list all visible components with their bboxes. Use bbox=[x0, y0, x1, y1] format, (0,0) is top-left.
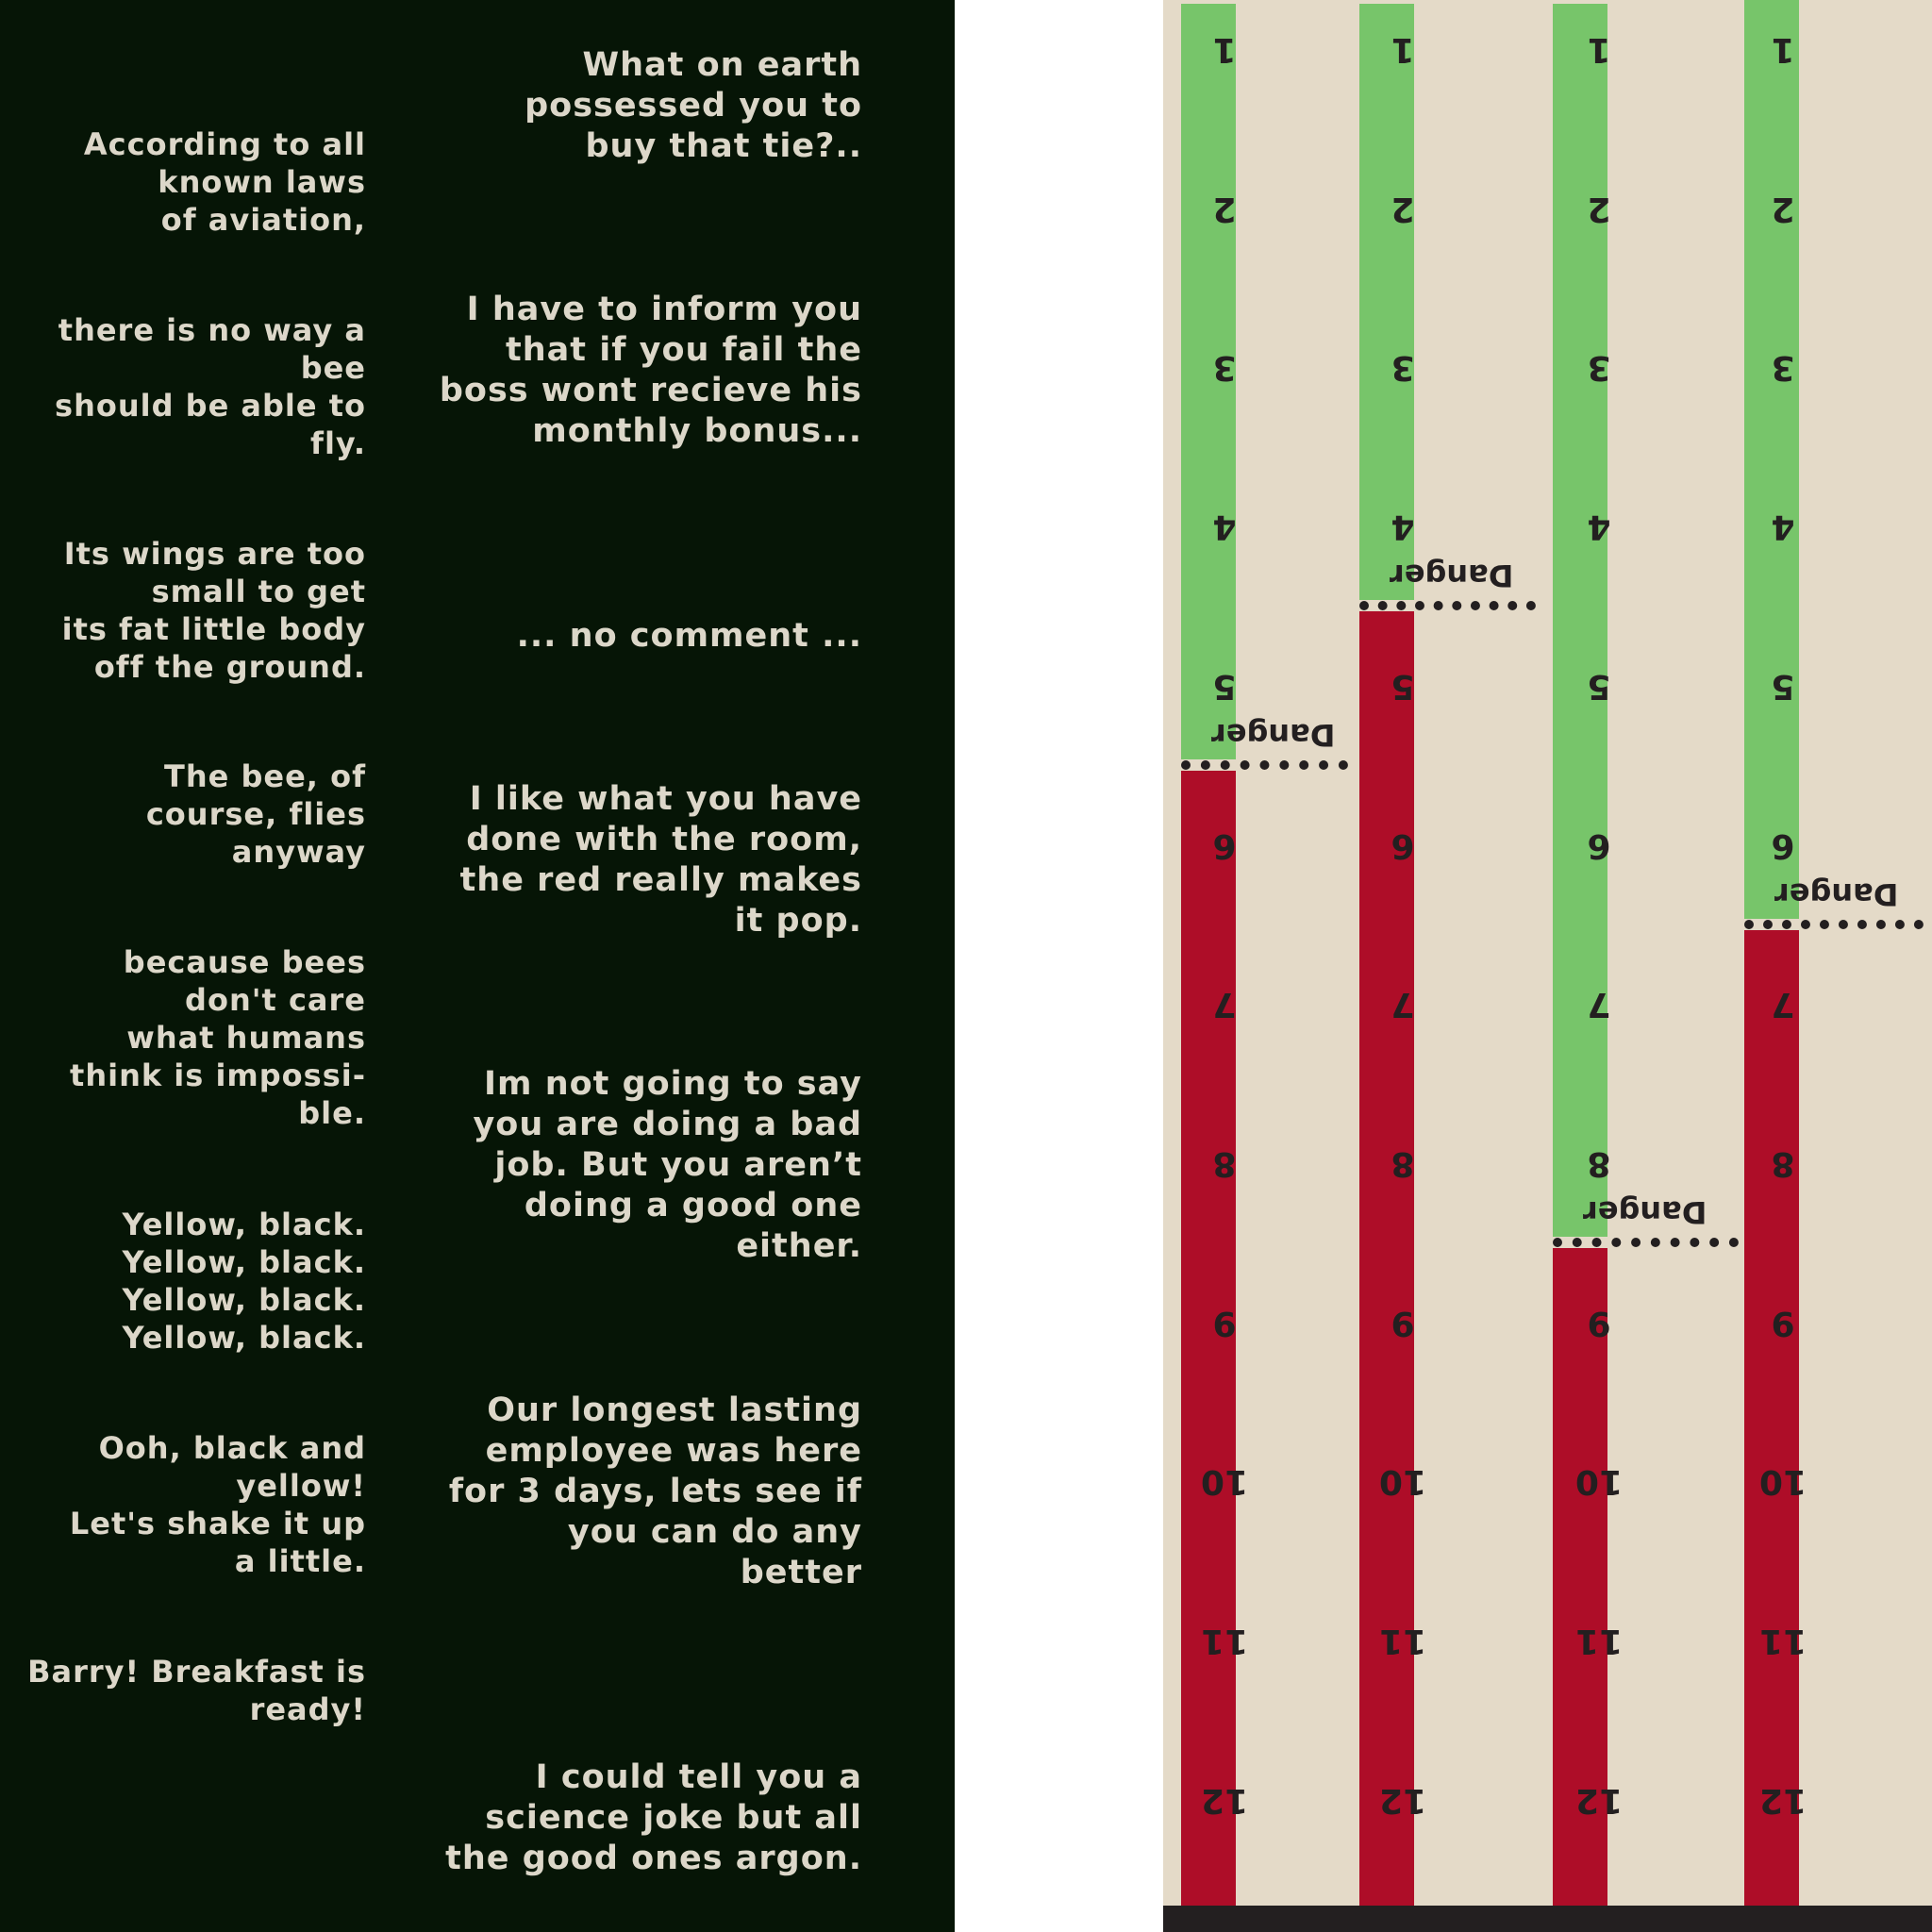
gauge-tick-label: 2 bbox=[1587, 190, 1611, 228]
gauge-tick-label: 12 bbox=[1758, 1781, 1807, 1820]
gauge-tick-label: 8 bbox=[1587, 1144, 1611, 1183]
gauge-tick-label: 9 bbox=[1771, 1304, 1795, 1342]
gauge-tick-label: 5 bbox=[1391, 667, 1415, 706]
danger-threshold-line bbox=[1181, 760, 1348, 770]
gauge-tick-label: 11 bbox=[1574, 1622, 1624, 1660]
danger-label: Danger bbox=[1774, 876, 1899, 912]
gauge-tick-label: 7 bbox=[1391, 985, 1415, 1024]
gauge-tick-label: 8 bbox=[1771, 1144, 1795, 1183]
gauge-tick-label: 2 bbox=[1212, 190, 1237, 228]
gauge-tick-label: 8 bbox=[1391, 1144, 1415, 1183]
gauge-tick-label: 7 bbox=[1212, 985, 1237, 1024]
quote: I could tell you a science joke but all the good ones argon. bbox=[445, 1758, 862, 1877]
quote: Ooh, black and yellow! Let's shake it up a little. bbox=[69, 1430, 366, 1579]
gauge-tick-label: 6 bbox=[1587, 826, 1611, 865]
gauge-tick-label: 1 bbox=[1587, 30, 1611, 69]
quote: The bee, of course, flies anyway bbox=[145, 758, 366, 870]
gauge-tick-label: 6 bbox=[1391, 826, 1415, 865]
danger-label: Danger bbox=[1211, 717, 1336, 753]
quote: Our longest lasting employee was here for 3 days, lets see if you can do any better bbox=[448, 1391, 862, 1591]
quote: there is no way a bee should be able to fly. bbox=[55, 312, 366, 461]
gauge-tick-label: 12 bbox=[1378, 1781, 1427, 1820]
quote: Yellow, black. Yellow, black. Yellow, black. Yellow, black. bbox=[122, 1207, 366, 1356]
gauge-tick-label: 4 bbox=[1771, 508, 1795, 546]
gauge-tick-label: 6 bbox=[1771, 826, 1795, 865]
gauge-tick-label: 3 bbox=[1587, 348, 1611, 387]
gauge-tick-label: 6 bbox=[1212, 826, 1237, 865]
quote: According to all known laws of aviation, bbox=[83, 126, 366, 238]
gauge-tick-label: 10 bbox=[1574, 1462, 1624, 1501]
gauge-safe-bar bbox=[1744, 0, 1799, 919]
quote: What on earth possessed you to buy that tie?.. bbox=[525, 46, 862, 165]
quote: I have to inform you that if you fail the boss wont recieve his monthly bonus... bbox=[439, 291, 862, 450]
gauge-tick-label: 7 bbox=[1587, 985, 1611, 1024]
gauge-danger-bar bbox=[1359, 611, 1414, 1906]
gauge-tick-label: 11 bbox=[1200, 1622, 1249, 1660]
gauge-danger-bar bbox=[1744, 930, 1799, 1906]
danger-label: Danger bbox=[1390, 558, 1514, 593]
gauge-tick-label: 4 bbox=[1391, 508, 1415, 546]
gauge-tick-label: 5 bbox=[1212, 667, 1237, 706]
quote: Barry! Breakfast is ready! bbox=[27, 1654, 366, 1727]
gauge-tick-label: 1 bbox=[1212, 30, 1237, 69]
gauge-tick-label: 3 bbox=[1771, 348, 1795, 387]
gauge-tick-label: 10 bbox=[1200, 1462, 1249, 1501]
gauge-base bbox=[1163, 1906, 1932, 1932]
gauge-tick-label: 7 bbox=[1771, 985, 1795, 1024]
gauge-tick-label: 3 bbox=[1391, 348, 1415, 387]
quote: Its wings are too small to get its fat little body off the ground. bbox=[61, 536, 366, 685]
gauge-tick-label: 5 bbox=[1771, 667, 1795, 706]
quote: ... no comment ... bbox=[516, 617, 862, 655]
danger-threshold-line bbox=[1553, 1238, 1739, 1247]
gauge-tick-label: 5 bbox=[1587, 667, 1611, 706]
gauge-tick-label: 8 bbox=[1212, 1144, 1237, 1183]
gauge-tick-label: 10 bbox=[1758, 1462, 1807, 1501]
gauge-tick-label: 10 bbox=[1378, 1462, 1427, 1501]
quote: I like what you have done with the room, the red really makes it pop. bbox=[459, 780, 862, 940]
gauge-tick-label: 4 bbox=[1587, 508, 1611, 546]
gauge-tick-label: 1 bbox=[1771, 30, 1795, 69]
gauge-tick-label: 4 bbox=[1212, 508, 1237, 546]
gauge-tick-label: 9 bbox=[1212, 1304, 1237, 1342]
quote: because bees don't care what humans think is impossi- ble. bbox=[70, 944, 366, 1131]
gauge-tick-label: 12 bbox=[1200, 1781, 1249, 1820]
gauge-tick-label: 9 bbox=[1391, 1304, 1415, 1342]
quote: Im not going to say you are doing a bad job. But you aren’t doing a good one either. bbox=[473, 1065, 862, 1265]
gauge-tick-label: 3 bbox=[1212, 348, 1237, 387]
gauge-tick-label: 11 bbox=[1758, 1622, 1807, 1660]
gauge-tick-label: 11 bbox=[1378, 1622, 1427, 1660]
gauge-tick-label: 2 bbox=[1391, 190, 1415, 228]
danger-threshold-line bbox=[1744, 920, 1924, 929]
danger-label: Danger bbox=[1583, 1194, 1707, 1230]
gauge-tick-label: 1 bbox=[1391, 30, 1415, 69]
gauge-tick-label: 2 bbox=[1771, 190, 1795, 228]
gauge-tick-label: 9 bbox=[1587, 1304, 1611, 1342]
gauge-tick-label: 12 bbox=[1574, 1781, 1624, 1820]
danger-threshold-line bbox=[1359, 601, 1536, 610]
gauge-panel bbox=[1163, 0, 1932, 1932]
